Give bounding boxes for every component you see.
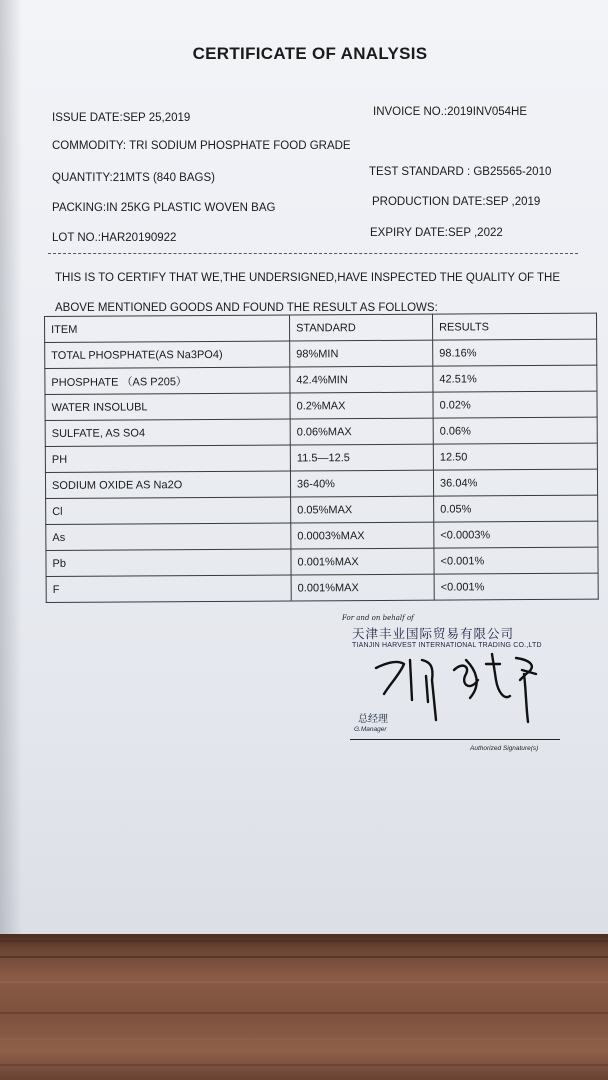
production-date: PRODUCTION DATE:SEP ,2019 <box>372 196 541 208</box>
cell-result: 42.51% <box>433 365 597 392</box>
quantity: QUANTITY:21MTS (840 BAGS) <box>52 172 215 184</box>
wooden-table-surface <box>0 934 608 1080</box>
cell-item: As <box>46 523 291 550</box>
test-standard: TEST STANDARD : GB25565-2010 <box>369 166 552 178</box>
paper-shadow <box>0 0 22 934</box>
certify-statement-line2: ABOVE MENTIONED GOODS AND FOUND THE RESULT AS FOLLOWS: <box>55 302 438 314</box>
cell-result: 0.06% <box>433 417 597 444</box>
table-row <box>45 443 597 472</box>
cell-item: TOTAL PHOSPHATE(AS Na3PO4) <box>45 341 290 368</box>
cell-item: F <box>46 575 291 602</box>
document-title: CERTIFICATE OF ANALYSIS <box>192 44 428 63</box>
cell-item: WATER INSOLUBL <box>45 393 290 420</box>
cell-item: SULFATE, AS SO4 <box>45 419 290 446</box>
cell-standard: 0.2%MAX <box>290 392 433 419</box>
table-row <box>45 391 597 420</box>
table-row <box>45 417 597 446</box>
lot-number: LOT NO.:HAR20190922 <box>52 232 177 244</box>
cell-result: 0.02% <box>433 391 597 418</box>
table-row <box>46 521 598 550</box>
cell-standard: 0.001%MAX <box>291 548 434 575</box>
cell-standard: 42.4%MIN <box>290 366 433 393</box>
table-row <box>45 469 597 498</box>
authorized-signature-label: Authorized Signature(s) <box>470 745 539 752</box>
signature-line <box>350 739 560 740</box>
table-header-row <box>45 313 597 342</box>
cell-standard: 0.06%MAX <box>290 418 433 445</box>
cell-standard: 11.5—12.5 <box>290 444 433 471</box>
cell-standard: 0.0003%MAX <box>291 522 434 549</box>
header-standard: STANDARD <box>289 314 432 341</box>
signature-block <box>330 612 570 762</box>
cell-standard: 0.001%MAX <box>291 574 434 601</box>
cell-result: 36.04% <box>433 469 597 496</box>
invoice-number: INVOICE NO.:2019INV054HE <box>373 106 528 118</box>
cell-item: SODIUM OXIDE AS Na2O <box>45 471 290 498</box>
cell-item: PH <box>45 445 290 472</box>
cell-result: 0.05% <box>434 495 598 522</box>
cell-item: Pb <box>46 549 291 576</box>
handwritten-signature <box>370 640 570 730</box>
table-row <box>45 365 597 394</box>
cell-standard: 36-40% <box>290 470 433 497</box>
cell-item: Cl <box>46 497 291 524</box>
company-chop-cn: 天津丰业国际贸易有限公司 <box>352 626 515 641</box>
company-chop-en: TIANJIN HARVEST INTERNATIONAL TRADING CO.,LTD <box>352 642 542 649</box>
table-row <box>46 547 598 576</box>
for-behalf-text: For and on behalf of <box>342 614 414 622</box>
cell-result: <0.001% <box>434 573 598 600</box>
results-table <box>44 313 599 603</box>
issue-date: ISSUE DATE:SEP 25,2019 <box>52 112 191 124</box>
cell-result: <0.001% <box>434 547 598 574</box>
cell-result: <0.0003% <box>434 521 598 548</box>
separator-line <box>48 253 578 254</box>
header-item: ITEM <box>45 315 290 342</box>
cell-item: PHOSPHATE （AS P205） <box>45 367 290 394</box>
packing: PACKING:IN 25KG PLASTIC WOVEN BAG <box>52 202 276 214</box>
general-manager-cn: 总经理 <box>358 714 388 725</box>
cell-standard: 98%MIN <box>290 340 433 367</box>
commodity: COMMODITY: TRI SODIUM PHOSPHATE FOOD GRADE <box>52 140 351 152</box>
table-row <box>46 495 598 524</box>
certify-statement-line1: THIS IS TO CERTIFY THAT WE,THE UNDERSIGNED,HAVE INSPECTED THE QUALITY OF THE <box>55 272 561 284</box>
table-row <box>46 573 598 602</box>
cell-result: 12.50 <box>433 443 597 470</box>
table-row <box>45 339 597 368</box>
cell-result: 98.16% <box>433 339 597 366</box>
cell-standard: 0.05%MAX <box>291 496 434 523</box>
expiry-date: EXPIRY DATE:SEP ,2022 <box>370 227 503 239</box>
header-results: RESULTS <box>432 313 596 340</box>
general-manager-en: G.Manager <box>354 726 387 733</box>
